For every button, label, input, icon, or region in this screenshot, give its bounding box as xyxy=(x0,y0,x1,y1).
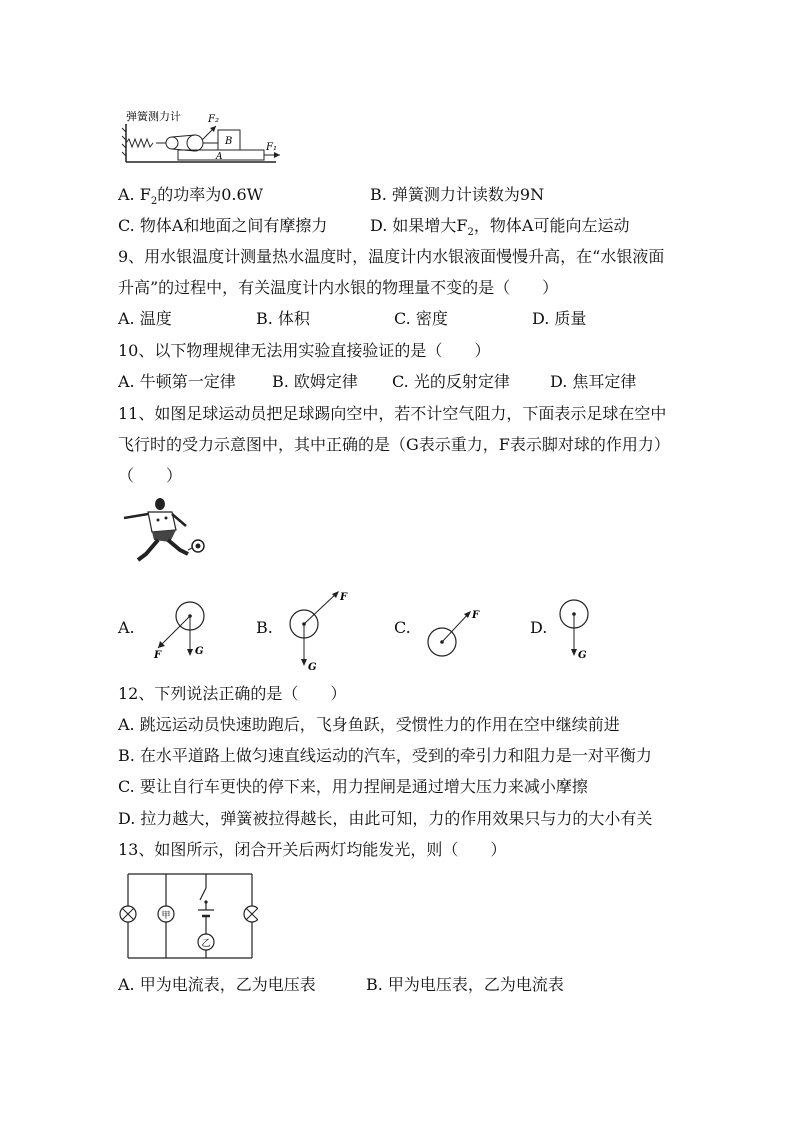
q11-b-g-label: G xyxy=(308,662,317,672)
q11-option-b-diagram xyxy=(284,588,354,672)
meter-yi-label: 乙 xyxy=(201,939,211,949)
q12-option-c[interactable]: C. 要让自行车更快的停下来，用力捏闸是通过增大压力来减小摩擦 xyxy=(118,777,588,796)
circuit-diagram xyxy=(118,868,258,964)
block-b-label: B xyxy=(225,136,233,147)
q8-option-c[interactable]: C. 物体A和地面之间有摩擦力 xyxy=(118,216,328,235)
q8-option-a-pre: A. F xyxy=(118,185,151,204)
q13-stem: 13、如图所示，闭合开关后两灯均能发光，则（ ） xyxy=(118,840,507,859)
q10-option-b[interactable]: B. 欧姆定律 xyxy=(272,372,358,391)
q8-option-b[interactable]: B. 弹簧测力计读数为9N xyxy=(370,185,545,204)
q10-option-a[interactable]: A. 牛顿第一定律 xyxy=(118,372,236,391)
meter-jia-label: 甲 xyxy=(161,911,171,921)
q10-option-d[interactable]: D. 焦耳定律 xyxy=(550,372,637,391)
q11-d-g-label: G xyxy=(578,650,587,661)
q9-option-b[interactable]: B. 体积 xyxy=(256,309,310,328)
q13-option-b[interactable]: B. 甲为电压表，乙为电流表 xyxy=(366,975,564,994)
q11-stem-line1: 11、如图足球运动员把足球踢向空中，若不计空气阻力，下面表示足球在空中 xyxy=(118,404,667,423)
q12-option-d[interactable]: D. 拉力越大，弹簧被拉得越长，由此可知，力的作用效果只与力的大小有关 xyxy=(118,809,653,828)
q8-option-d[interactable] xyxy=(370,215,629,244)
q8-option-a-post: 的功率为0.6W xyxy=(157,185,264,204)
q8-option-a[interactable] xyxy=(118,184,263,213)
q10-option-c[interactable]: C. 光的反射定律 xyxy=(392,372,510,391)
q11-option-d[interactable]: D. xyxy=(530,618,548,637)
f2-label: F₂ xyxy=(208,114,219,125)
q11-c-f-label: F xyxy=(472,610,480,621)
q13-option-a[interactable]: A. 甲为电流表，乙为电压表 xyxy=(118,975,316,994)
q9-option-a[interactable]: A. 温度 xyxy=(118,309,172,328)
q11-option-c[interactable]: C. xyxy=(394,618,411,637)
soccer-player-figure xyxy=(118,496,210,566)
q11-option-a[interactable]: A. xyxy=(118,618,135,637)
q12-option-a[interactable]: A. 跳远运动员快速助跑后，飞身鱼跃，受惯性力的作用在空中继续前进 xyxy=(118,715,620,734)
q11-stem-line3: （ ） xyxy=(118,466,183,485)
q11-stem-line2: 飞行时的受力示意图中，其中正确的是（G表示重力，F表示脚对球的作用力） xyxy=(118,435,670,454)
q12-stem: 12、下列说法正确的是（ ） xyxy=(118,684,347,703)
f1-label: F₁ xyxy=(266,142,277,153)
q8-option-d-sub: 2 xyxy=(467,227,474,239)
q9-option-c[interactable]: C. 密度 xyxy=(394,309,448,328)
q11-b-f-label: F xyxy=(340,592,348,603)
q11-option-a-diagram xyxy=(150,596,220,662)
spring-scale-pulley-figure xyxy=(120,106,282,166)
q8-option-a-sub: 2 xyxy=(150,196,158,208)
q9-stem-line2: 升高”的过程中，有关温度计内水银的物理量不变的是（ ） xyxy=(118,278,559,297)
q10-stem: 10、以下物理规律无法用实验直接验证的是（ ） xyxy=(118,341,491,360)
q8-option-d-post: ，物体A可能向左运动 xyxy=(473,216,630,235)
q11-a-g-label: G xyxy=(195,646,204,657)
block-a-label: A xyxy=(216,152,223,162)
q11-option-d-diagram xyxy=(556,598,596,662)
q11-a-f-label: F xyxy=(154,650,162,661)
q12-option-b[interactable]: B. 在水平道路上做匀速直线运动的汽车，受到的牵引力和阻力是一对平衡力 xyxy=(118,746,652,765)
q8-option-d-pre: D. 如果增大F xyxy=(370,216,468,235)
spring-scale-label: 弹簧测力计 xyxy=(126,110,181,123)
q11-option-c-diagram xyxy=(420,602,490,662)
q11-option-b[interactable]: B. xyxy=(256,618,273,637)
q9-option-d[interactable]: D. 质量 xyxy=(532,309,587,328)
q9-stem-line1: 9、用水银温度计测量热水温度时，温度计内水银液面慢慢升高，在“水银液面 xyxy=(118,247,665,266)
